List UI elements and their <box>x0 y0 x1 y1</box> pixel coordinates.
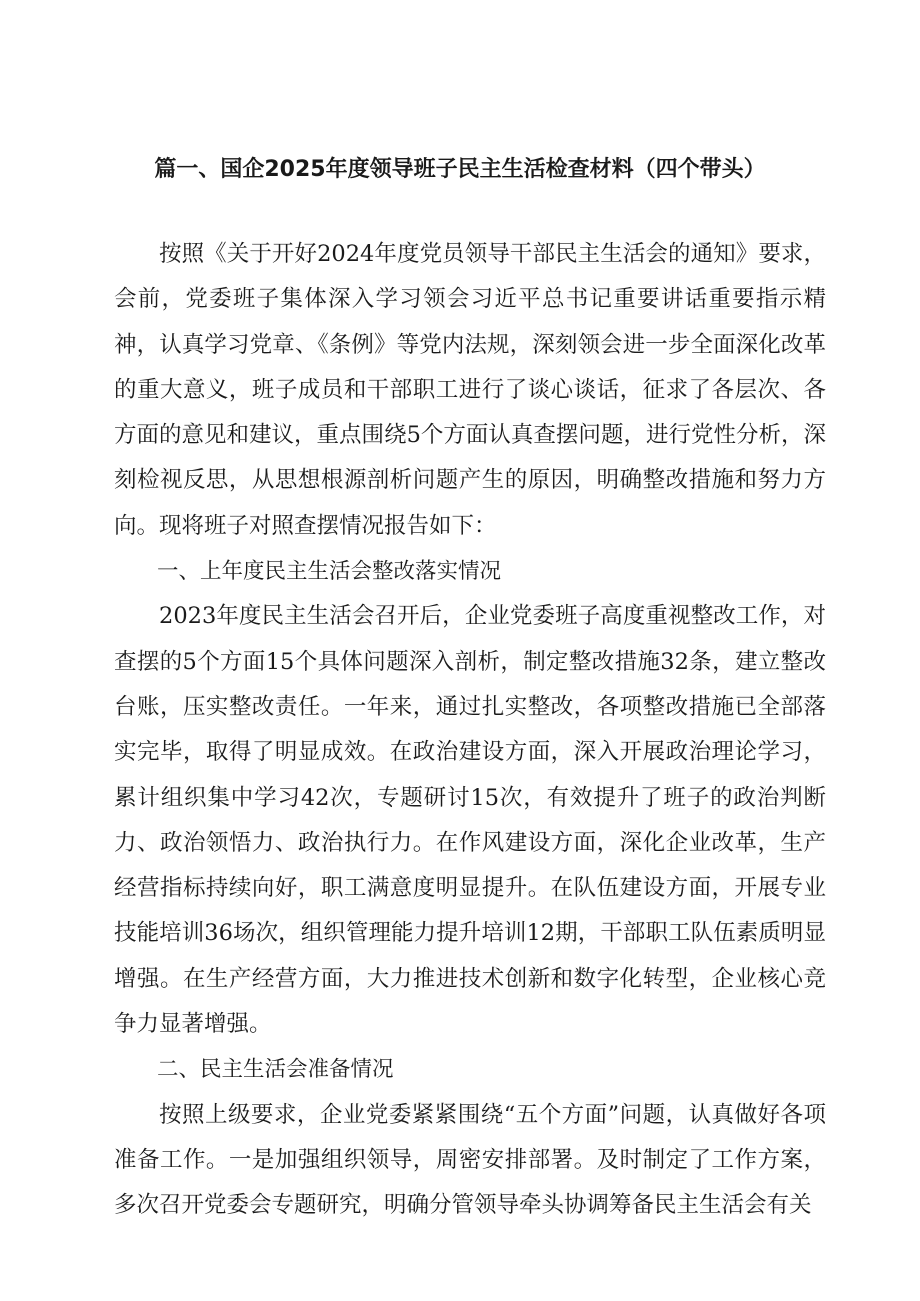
section-heading-rectification: 一、上年度民主生活会整改落实情况 <box>157 559 502 585</box>
paragraph-preparation: 按照上级要求，企业党委紧紧围绕“五个方面”问题，认真做好各项准备工作。一是加强组织领导，周密安排部署。及时制定了工作方案，多次召开党委会专题研究，明确分管领导牵头协调筹备民主生活会有关 <box>114 1101 826 1219</box>
section-heading-preparation: 二、民主生活会准备情况 <box>157 1057 394 1083</box>
paragraph-rectification: 2023年度民主生活会召开后，企业党委班子高度重视整改工作，对查摆的5个方面15个具体问题深入剖析，制定整改措施32条，建立整改台账，压实整改责任。一年来，通过扎实整改，各项整改措施已全部落实完毕，取得了明显成效。在政治建设方面，深入开展政治理论学习，累计组织集中学习42次，专题研讨15次，有效提升了班子的政治判断力、政治领悟力、政治执行力。在作风建设方面，深化企业改革，生产经营指标持续向好，职工满意度明显提升。在队伍建设方面，开展专业技能培训36场次，组织管理能力提升培训12期，干部职工队伍素质明显增强。在生产经营方面，大力推进技术创新和数字化转型，企业核心竞争力显著增强。 <box>114 603 826 1038</box>
paragraph-intro: 按照《关于开好2024年度党员领导干部民主生活会的通知》要求，会前，党委班子集体深入学习领会习近平总书记重要讲话重要指示精神，认真学习党章、《条例》等党内法规，深刻领会进一步全面深化改革的重大意义，班子成员和干部职工进行了谈心谈话，征求了各层次、各方面的意见和建议，重点围绕5个方面认真查摆问题，进行党性分析，深刻检视反思，从思想根源剖析问题产生的原因，明确整改措施和努力方向。现将班子对照查摆情况报告如下： <box>114 241 826 539</box>
document-title: 篇一、国企2025年度领导班子民主生活检查材料（四个带头） <box>154 157 766 182</box>
document-body <box>114 232 826 1229</box>
